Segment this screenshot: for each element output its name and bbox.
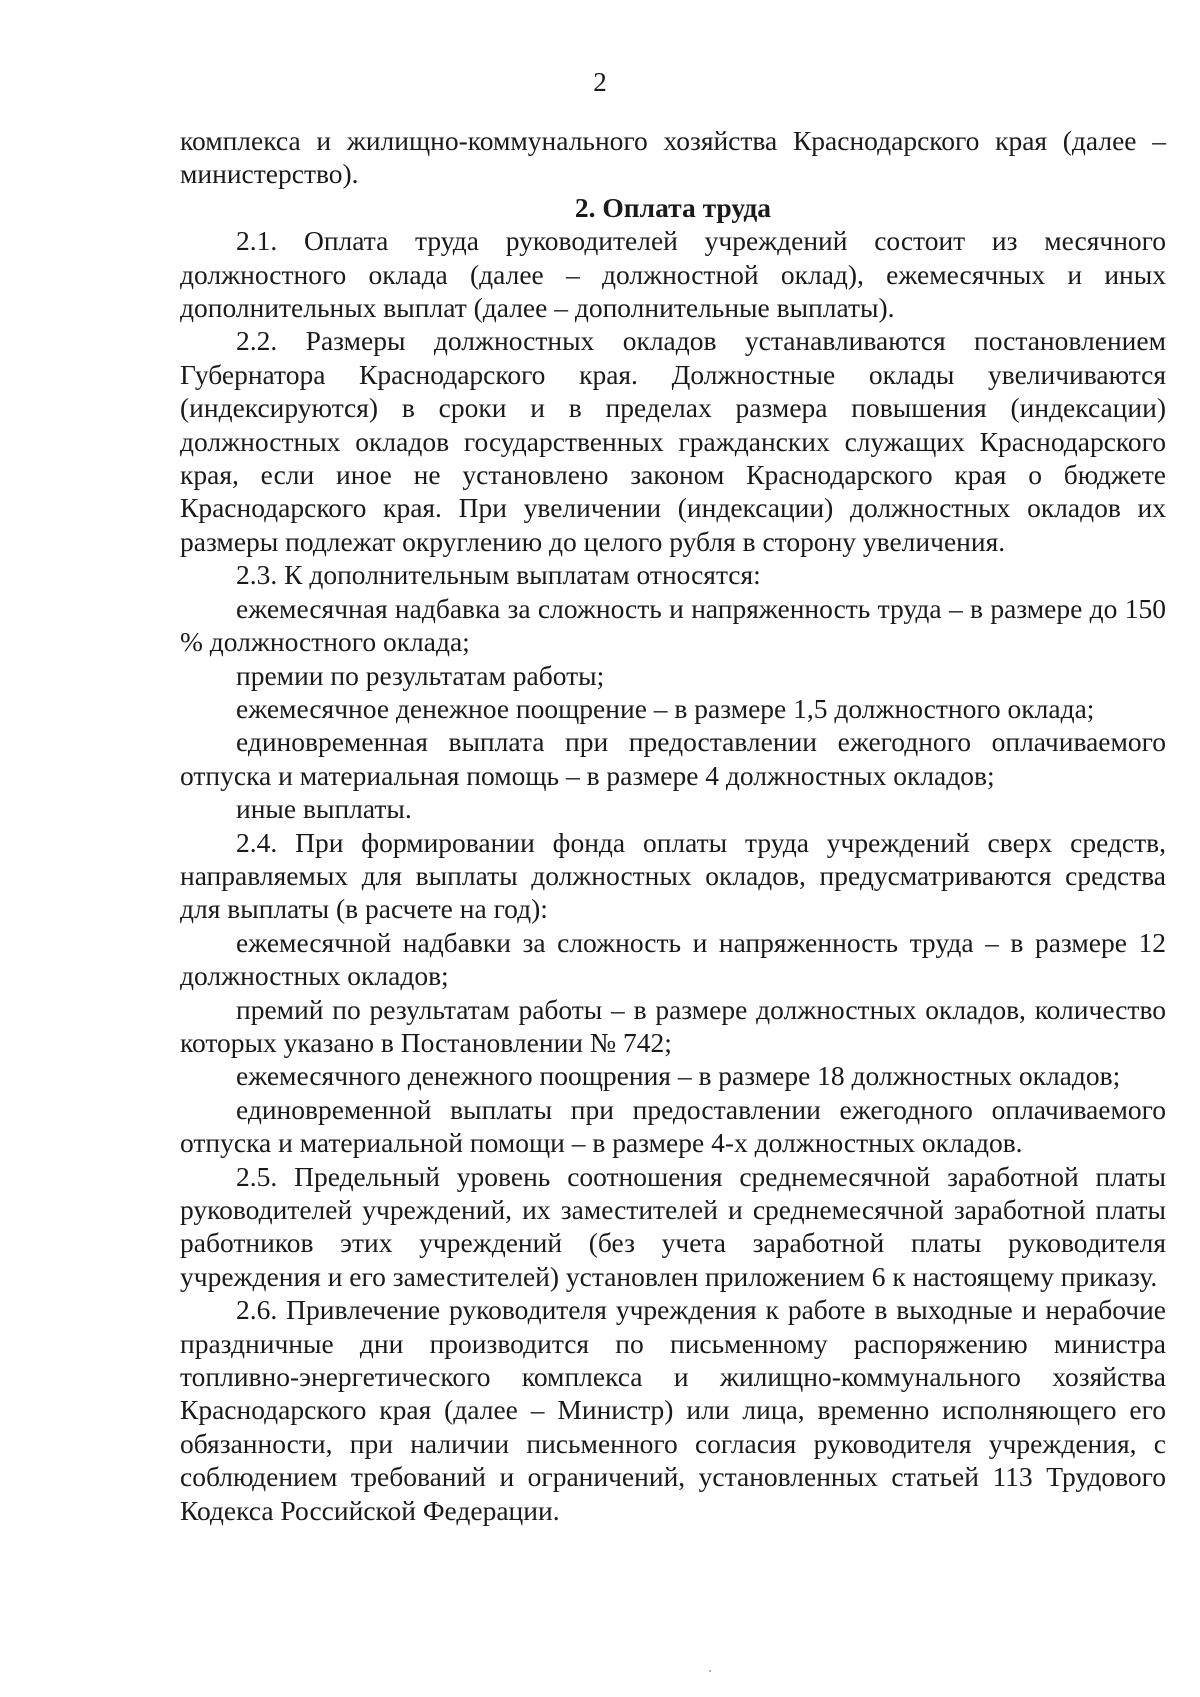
fund-item-monthly-incentive: ежемесячного денежного поощрения – в размере 18 должностных окладов;	[236, 1060, 1121, 1092]
paragraph-2-5: 2.5. Предельный уровень соотношения среднемесячной заработной платы руководителей учреждений, их заместителей и среднемесячной заработной платы работников этих учреждений (без учета заработной платы руководителя учреждения и его заместителей) установлен приложением 6 к настоящему приказу.	[180, 1160, 1166, 1292]
section-heading: 2. Оплата труда	[574, 191, 772, 223]
paragraph-2-3: 2.3. К дополнительным выплатам относятся:	[236, 559, 761, 591]
document-body	[180, 124, 1166, 1527]
page-number: 2	[593, 67, 607, 97]
list-item-bonuses: премии по результатам работы;	[236, 659, 605, 691]
fund-item-vacation-payment: единовременной выплаты при предоставлении ежегодного оплачиваемого отпуска и материальной помощи – в размере 4-х должностных окладов.	[180, 1093, 1166, 1159]
intro-paragraph: комплекса и жилищно-коммунального хозяйства Краснодарского края (далее – министерство).	[180, 125, 1166, 190]
list-item-vacation-payment: единовременная выплата при предоставлении ежегодного оплачиваемого отпуска и материальная помощь – в размере 4 должностных окладов;	[180, 726, 1166, 791]
fund-item-monthly-allowance: ежемесячной надбавки за сложность и напряженность труда – в размере 12 должностных окладов;	[180, 926, 1166, 992]
paragraph-2-6: 2.6. Привлечение руководителя учреждения к работе в выходные и нерабочие праздничные дни производится по письменному распоряжению министра топливно-энергетического комплекса и жилищно-коммунального хозяйства Краснодарского края (далее – Министр) или лица, временно исполняющего его обязанности, при наличии письменного согласия руководителя учреждения, с соблюдением требований и ограничений, установленных статьей 113 Трудового Кодекса Российской Федерации.	[180, 1294, 1166, 1526]
fund-item-bonuses: премий по результатам работы – в размере должностных окладов, количество которых указано в Постановлении № 742;	[180, 993, 1166, 1058]
list-item-monthly-allowance: ежемесячная надбавка за сложность и напряженность труда – в размере до 150 % должностного оклада;	[180, 592, 1166, 658]
paragraph-2-2: 2.2. Размеры должностных окладов устанавливаются постановлением Губернатора Краснодарского края. Должностные оклады увеличиваются (индексируются) в сроки и в пределах размера повышения (индексации) должностных окладов государственных гражданских служащих Краснодарского края, если иное не установлено законом Краснодарского края о бюджете Краснодарского края. При увеличении (индексации) должностных окладов их размеры подлежат округлению до целого рубля в сторону увеличения.	[180, 325, 1166, 557]
paragraph-2-4: 2.4. При формировании фонда оплаты труда учреждений сверх средств, направляемых для выплаты должностных окладов, предусматриваются средства для выплаты (в расчете на год):	[180, 826, 1166, 925]
list-item-monthly-incentive: ежемесячное денежное поощрение – в размере 1,5 должностного оклада;	[236, 692, 1095, 724]
scan-speck	[709, 1670, 711, 1672]
paragraph-2-1: 2.1. Оплата труда руководителей учреждений состоит из месячного должностного оклада (далее – должностной оклад), ежемесячных и иных дополнительных выплат (далее – дополнительные выплаты).	[180, 225, 1166, 324]
list-item-other-payments: иные выплаты.	[236, 793, 412, 825]
